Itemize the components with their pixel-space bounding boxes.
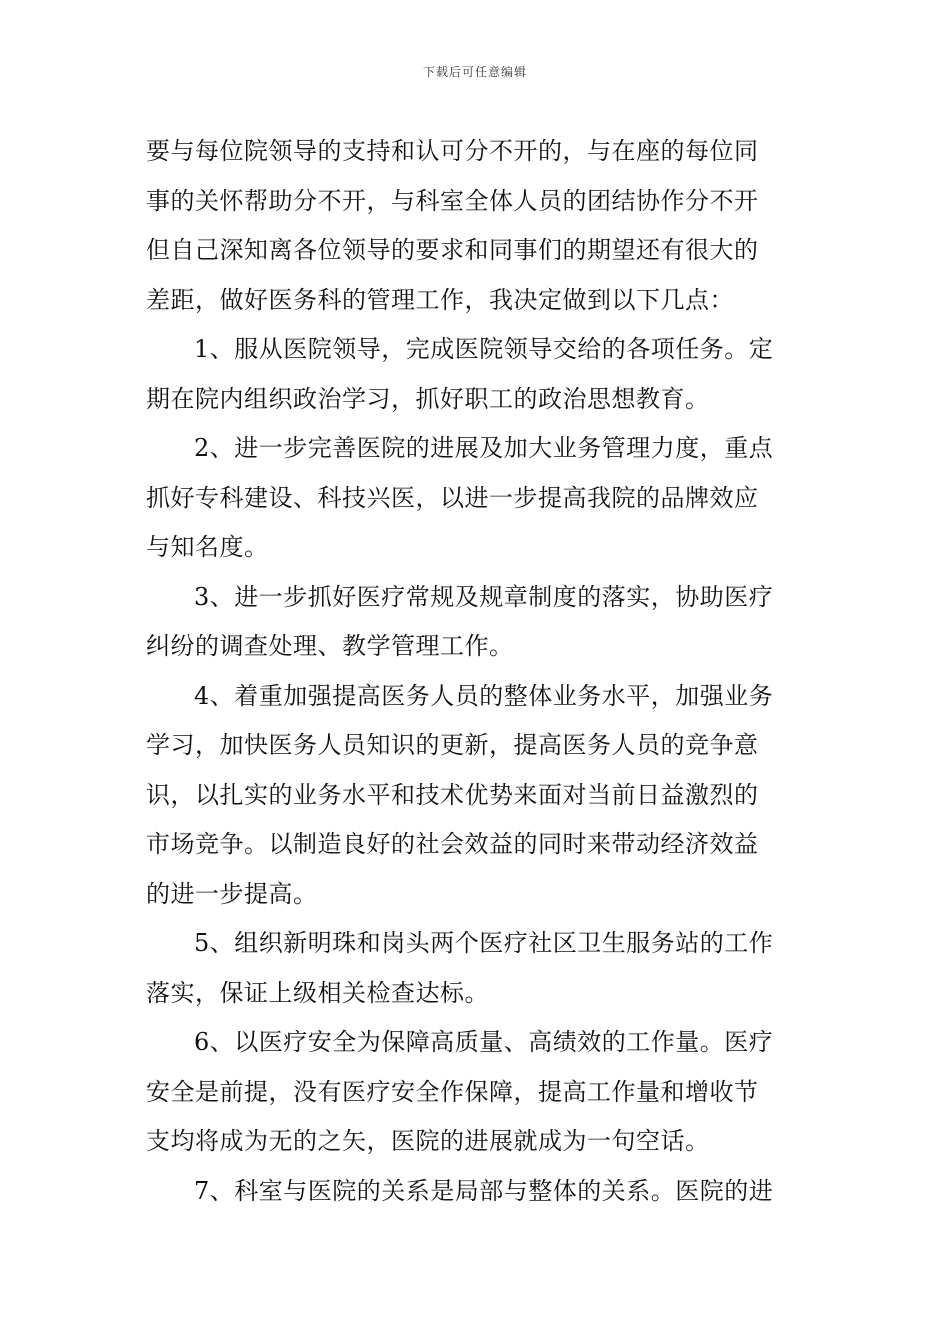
paragraph-item-5 [146,919,810,1018]
text-line: 差距，做好医务科的管理工作，我决定做到以下几点： [146,285,734,314]
text-line: 1、服从医院领导，完成医院领导交给的各项任务。定 [194,335,774,363]
paragraph-item-6 [146,1018,810,1167]
text-line: 抓好专科建设、科技兴医，以进一步提高我院的品牌效应 [146,483,759,512]
paragraph-intro [146,127,810,325]
paragraph-item-3 [146,573,810,672]
text-line: 支均将成为无的之矢，医院的进展就成为一句空话。 [146,1127,710,1155]
text-line: 学习，加快医务人员知识的更新，提高医务人员的竞争意 [146,731,759,759]
text-line: 市场竞争。以制造良好的社会效益的同时来带动经济效益 [146,830,759,858]
text-line: 的进一步提高。 [146,879,318,908]
document-body [146,127,810,1216]
text-line: 7、科室与医院的关系是局部与整体的关系。医院的进 [194,1176,774,1205]
paragraph-item-4 [146,672,810,920]
text-line: 4、着重加强提高医务人员的整体业务水平，加强业务 [194,681,774,710]
text-line: 纠纷的调查处理、教学管理工作。 [146,632,514,660]
text-line: 事的关怀帮助分不开，与科室全体人员的团结协作分不开 [146,186,759,215]
text-line: 2、进一步完善医院的进展及加大业务管理力度，重点 [194,434,774,462]
text-line: 落实，保证上级相关检查达标。 [146,978,489,1007]
paragraph-item-7 [146,1167,810,1217]
text-line: 与知名度。 [146,533,269,561]
text-line: 3、进一步抓好医疗常规及规章制度的落实，协助医疗 [194,582,774,611]
text-line: 5、组织新明珠和岗头两个医疗社区卫生服务站的工作 [194,929,774,957]
paragraph-item-1 [146,325,810,424]
paragraph-item-2 [146,424,810,573]
text-line: 安全是前提，没有医疗安全作保障，提高工作量和增收节 [146,1077,759,1106]
text-line: 但自己深知离各位领导的要求和同事们的期望还有很大的 [146,236,759,264]
page-header: 下载后可任意编辑 [422,65,527,79]
text-line: 要与每位院领导的支持和认可分不开的，与在座的每位同 [146,137,759,165]
text-line: 6、以医疗安全为保障高质量、高绩效的工作量。医疗 [194,1028,774,1056]
text-line: 识，以扎实的业务水平和技术优势来面对当前日益激烈的 [146,780,759,809]
text-line: 期在院内组织政治学习，抓好职工的政治思想教育。 [146,384,710,413]
